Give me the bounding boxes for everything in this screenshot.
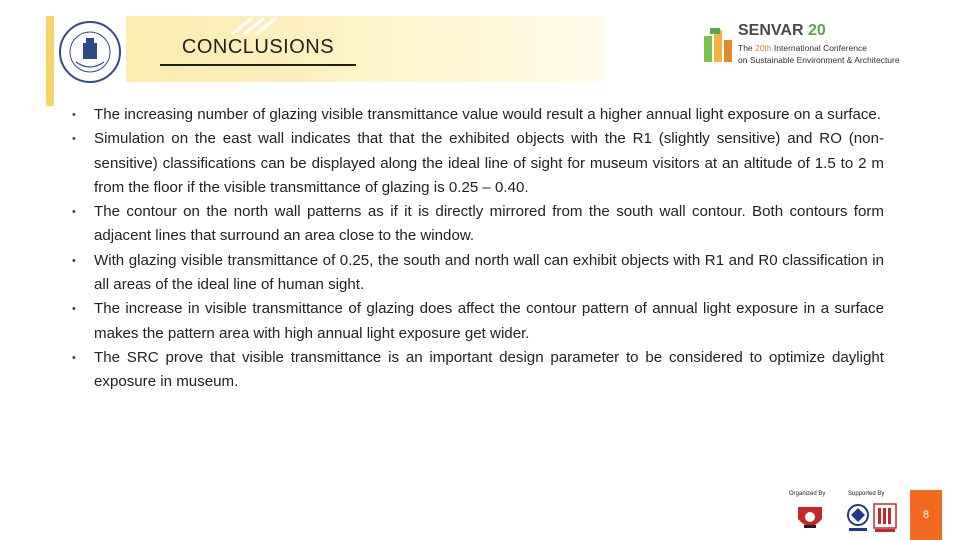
conference-name: SENVAR: [738, 22, 804, 39]
conclusion-text: The contour on the north wall patterns as if it is directly mirrored from the south wall contour. Both contours form adjacent lines that surround an area close to the window.: [94, 203, 884, 245]
bullet-icon: •: [72, 351, 76, 364]
conclusion-text: The increasing number of glazing visible transmittance value would result a higher annual light exposure on a surface.: [94, 106, 881, 123]
conclusion-text: The increase in visible transmittance of glazing does affect the contour pattern of annual light exposure in a surface makes the pattern area with high annual light exposure get wider.: [94, 300, 884, 342]
conference-edition: 20: [807, 22, 826, 39]
conclusion-item: [72, 103, 884, 127]
header-accent-bar: [46, 16, 54, 106]
bullet-icon: •: [72, 206, 76, 219]
conference-title: [738, 22, 826, 40]
supporter-logo-2: [873, 503, 897, 533]
conclusion-item: [72, 249, 884, 298]
conclusion-text: With glazing visible transmittance of 0.25, the south and north wall can exhibit objects with R1 and R0 classification in all areas of the ideal line of human sight.: [94, 251, 884, 294]
conclusion-text: Simulation on the east wall indicates that that the exhibited objects with the R1 (slightly sensitive) and RO (non-sensitive) classifications can be displayed along the ideal line of sight for museum visitors at an altitude of 1.5 to 2 m from the floor if the visible transmittance of glazing is 0.25 – 0.40.: [94, 130, 884, 196]
bullet-icon: •: [72, 133, 76, 146]
senvar-mark-icon: [702, 26, 736, 66]
organized-by-label: Organized By: [789, 491, 826, 497]
bullet-icon: •: [72, 303, 76, 316]
conference-subtitle-2: on Sustainable Environment & Architecture: [738, 55, 900, 65]
conference-subtitle-1: [738, 43, 867, 53]
bullet-icon: •: [72, 254, 76, 267]
subtitle-prefix: The: [738, 43, 756, 53]
supporter-logo-1: [845, 503, 871, 533]
conclusion-text: The SRC prove that visible transmittance is an important design parameter to be considered to optimize daylight exposure in museum.: [94, 348, 884, 391]
slide-title: CONCLUSIONS: [181, 36, 335, 58]
bullet-icon: •: [72, 109, 76, 121]
conclusion-item: [72, 346, 884, 395]
page-number: 8: [922, 509, 930, 521]
decorative-stripes: [230, 16, 310, 36]
subtitle-suffix: International Conference: [771, 43, 868, 53]
university-logo: [54, 16, 126, 88]
conclusion-item: [72, 127, 884, 200]
conclusion-item: [72, 200, 884, 249]
supported-by-label: Supported By: [848, 491, 885, 497]
conclusion-item: [72, 297, 884, 346]
page-number-badge: [910, 490, 942, 540]
conference-logo: [702, 22, 942, 72]
subtitle-edition: 20th: [755, 43, 772, 53]
organizer-logo: [796, 503, 824, 533]
conclusion-list: [72, 103, 884, 395]
title-underline: [160, 64, 356, 66]
